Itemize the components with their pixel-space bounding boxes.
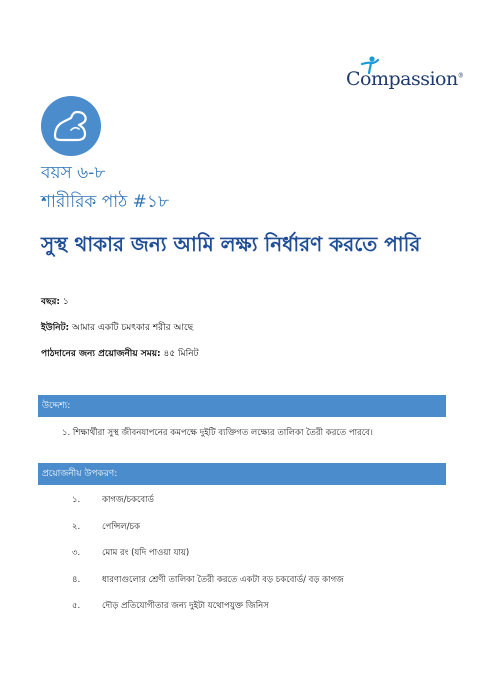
list-item-text: দৌড় প্রতিযোগীতার জন্য দুইটা যথোপযুক্ত জিনিস bbox=[102, 601, 269, 611]
lesson-number: শারীরিক পাঠ #১৮ bbox=[41, 192, 169, 212]
unit-value: আমার একটি চমৎকার শরীর আছে bbox=[72, 323, 194, 333]
list-item-number: ৫. bbox=[72, 601, 81, 611]
list-item-text: মোম রং (যদি পাওয়া যায়) bbox=[102, 548, 190, 558]
meta-unit bbox=[41, 320, 193, 335]
list-item-text: ধারণাগুলোর শ্রেণী তালিকা তৈরী করতে একটা বড় চকবোর্ড/ বড় কাগজ bbox=[102, 574, 344, 585]
objectives-heading: উদ্দেশ্য: bbox=[38, 395, 446, 417]
list-item-number: ২. bbox=[72, 521, 81, 532]
page-title: সুস্থ থাকার জন্য আমি লক্ষ্য নির্ধারণ করতে পারি bbox=[41, 232, 421, 256]
meta-time bbox=[41, 346, 198, 361]
materials-list bbox=[72, 493, 442, 626]
year-value: ১ bbox=[62, 297, 69, 307]
list-item bbox=[72, 520, 442, 547]
list-item-number: ১. bbox=[72, 495, 81, 505]
unit-label: ইউনিট: bbox=[41, 323, 70, 333]
year-label: বছর: bbox=[41, 297, 61, 307]
time-value: ৪৫ মিনিট bbox=[163, 349, 199, 359]
flexed-arm-icon bbox=[41, 96, 101, 156]
time-label: পাঠদানের জন্য প্রয়োজনীয় সময়: bbox=[41, 349, 161, 359]
age-range: বয়স ৬-৮ bbox=[41, 163, 106, 183]
list-item bbox=[72, 599, 442, 626]
materials-heading: প্রয়োজনীয় উপকরণ: bbox=[38, 463, 446, 485]
list-item-number: ৩. bbox=[72, 548, 81, 558]
meta-year bbox=[41, 294, 69, 309]
compassion-logo: Compassion® bbox=[346, 56, 446, 92]
list-item bbox=[72, 573, 442, 600]
logo-text: Compassion bbox=[346, 68, 458, 90]
list-item-number: ৪. bbox=[72, 574, 81, 585]
objective-item: ১. শিক্ষার্থীরা সুস্থ জীবনযাপনের কমপক্ষে দুইটি ব্যক্তিগত লক্ষ্যের তালিকা তৈরী করতে পারবে। bbox=[62, 428, 373, 438]
list-item-text: পেন্সিল/চক bbox=[102, 521, 141, 532]
list-item bbox=[72, 546, 442, 573]
list-item-text: কাগজ/চকবোর্ড bbox=[102, 495, 154, 505]
list-item bbox=[72, 493, 442, 520]
